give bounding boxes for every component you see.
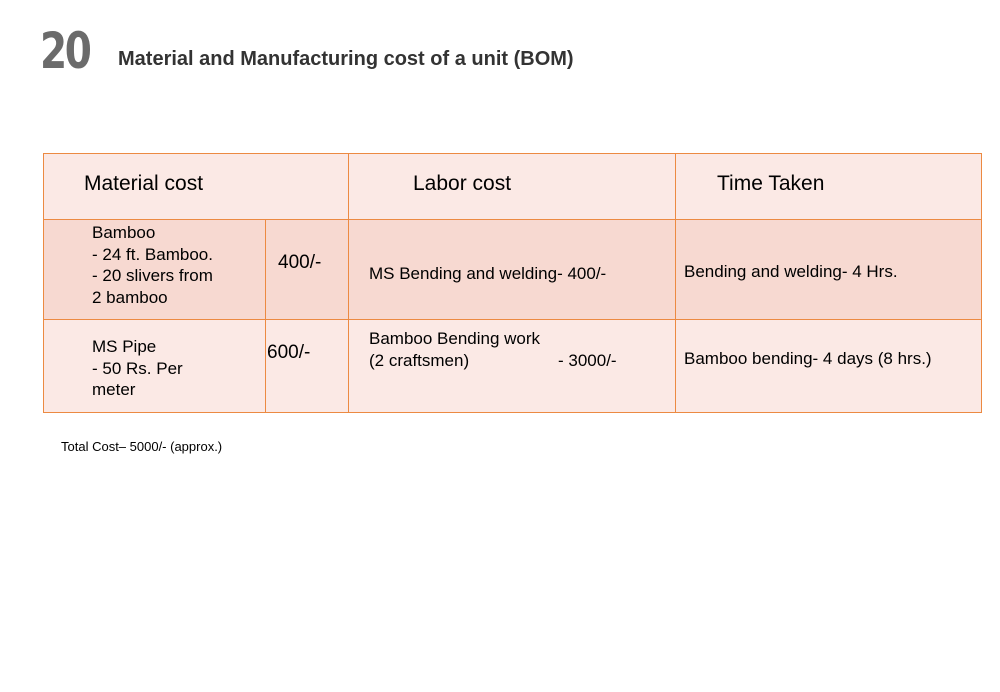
header-labor-cost: Labor cost xyxy=(413,172,512,195)
header-material-cost: Material cost xyxy=(84,172,204,195)
labor-cost-line: Bamboo Bending work xyxy=(369,329,541,348)
page-number: 20 xyxy=(40,22,90,80)
table-header-row xyxy=(44,154,982,220)
material-cell xyxy=(44,220,266,320)
material-description xyxy=(92,336,183,401)
time-taken-text: Bamboo bending- 4 days (8 hrs.) xyxy=(684,349,932,368)
time-taken-text: Bending and welding- 4 Hrs. xyxy=(684,262,898,281)
material-line: - 24 ft. Bamboo. xyxy=(92,244,213,264)
material-cell xyxy=(44,320,266,413)
header-material-cell xyxy=(44,154,349,220)
table-row xyxy=(44,320,982,413)
total-cost-note: Total Cost– 5000/- (approx.) xyxy=(61,439,223,454)
material-line: 2 bamboo xyxy=(92,287,168,307)
material-price: 400/- xyxy=(278,252,322,273)
header-time-cell xyxy=(676,154,982,220)
labor-cell xyxy=(349,220,676,320)
bom-table xyxy=(43,153,982,413)
labor-cost-text: MS Bending and welding- 400/- xyxy=(369,264,607,283)
material-line: meter xyxy=(92,380,136,399)
material-price: 600/- xyxy=(267,342,311,363)
material-description xyxy=(92,222,213,308)
page-title: Material and Manufacturing cost of a unit (BOM) xyxy=(118,48,574,70)
material-line: - 20 slivers from xyxy=(92,266,213,285)
header-labor-cell xyxy=(349,154,676,220)
material-price-cell xyxy=(266,320,349,413)
time-cell xyxy=(676,220,982,320)
labor-cell xyxy=(349,320,676,413)
table-row xyxy=(44,220,982,320)
header-time-taken: Time Taken xyxy=(717,172,825,195)
labor-cost-amount: - 3000/- xyxy=(558,351,617,370)
time-cell xyxy=(676,320,982,413)
labor-cost-line: (2 craftsmen) xyxy=(369,351,470,370)
material-line: - 50 Rs. Per xyxy=(92,358,183,378)
material-line: MS Pipe xyxy=(92,337,157,356)
material-line: Bamboo xyxy=(92,223,156,242)
material-price-cell xyxy=(266,220,349,320)
